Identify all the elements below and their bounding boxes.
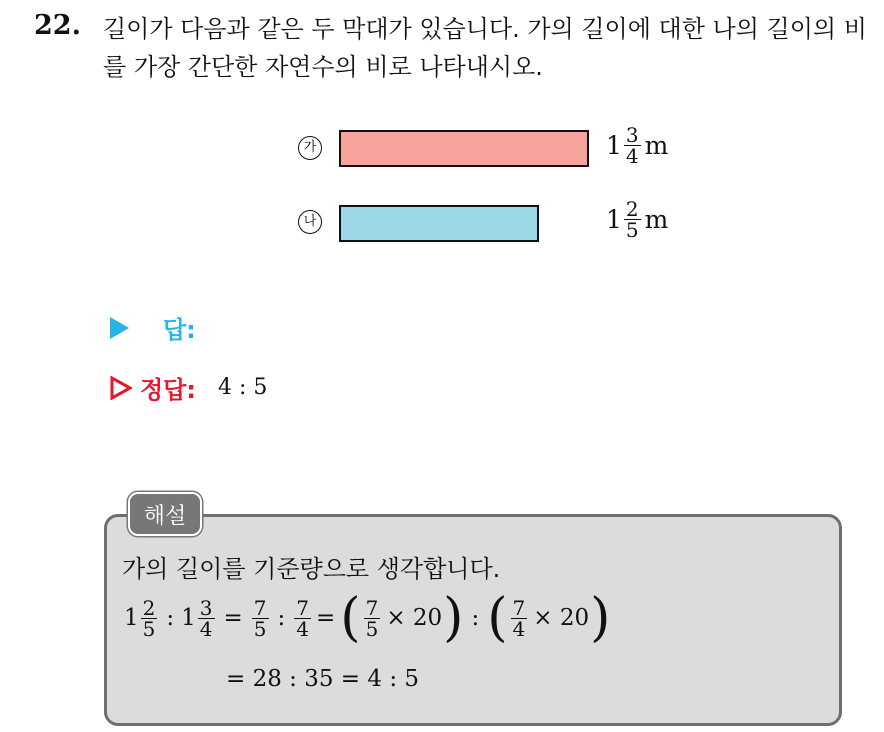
eq-d-fraction (294, 595, 311, 641)
eq-f-numerator: 7 (512, 595, 526, 620)
eq-equals-1: = (223, 605, 243, 631)
correct-answer-value: 4 : 5 (217, 375, 268, 400)
answer-label: 답: (163, 316, 196, 344)
solution-equation-2: = 28 : 35 = 4 : 5 (226, 666, 420, 692)
eq-a-denominator: 5 (142, 616, 156, 641)
length-na (606, 199, 668, 240)
eq-open-paren-2: ( (487, 588, 508, 648)
circled-label-ga: 가 (298, 136, 322, 160)
solution-text: 가의 길이를 기준량으로 생각합니다. (122, 555, 501, 583)
eq-equals-2: = (316, 605, 336, 631)
eq-e-fraction (364, 595, 381, 641)
length-ga-numerator: 3 (625, 123, 639, 147)
length-ga (606, 125, 668, 166)
eq-colon-3: : (471, 605, 480, 631)
eq-b-numerator: 3 (199, 595, 213, 620)
eq-c-numerator: 7 (253, 595, 267, 620)
eq-f-fraction (511, 595, 528, 641)
length-na-unit: m (644, 205, 669, 234)
length-na-denominator: 5 (625, 218, 639, 242)
eq-colon-2: : (277, 605, 286, 631)
eq-a-fraction (141, 595, 158, 641)
eq-f-multiplier: × 20 (533, 605, 590, 631)
eq-e-numerator: 7 (365, 595, 379, 620)
eq-a-numerator: 2 (142, 595, 156, 620)
bar-na (339, 205, 539, 242)
eq-b-fraction (198, 595, 215, 641)
bar-ga (339, 130, 589, 167)
eq-open-paren-1: ( (340, 588, 361, 648)
eq-close-paren-2: ) (590, 588, 611, 648)
correct-answer-label: 정답: (140, 376, 196, 404)
length-na-whole: 1 (606, 205, 622, 234)
eq-colon-1: : (166, 605, 175, 631)
eq-e-denominator: 5 (365, 616, 379, 641)
eq-c-fraction (252, 595, 269, 641)
eq-e-multiplier: × 20 (386, 605, 443, 631)
eq-c-denominator: 5 (253, 616, 267, 641)
circled-label-na: 나 (298, 210, 322, 234)
eq-f-denominator: 4 (512, 616, 526, 641)
eq-d-denominator: 4 (296, 616, 309, 641)
solution-tag: 해설 (128, 492, 202, 536)
correct-answer-arrow-icon (110, 376, 132, 400)
length-ga-denominator: 4 (625, 144, 639, 168)
eq-b-whole: 1 (181, 605, 196, 631)
solution-equation-1 (124, 588, 611, 648)
eq-close-paren-1: ) (443, 588, 464, 648)
length-na-numerator: 2 (625, 197, 639, 221)
question-number: 22. (34, 10, 81, 41)
answer-row (110, 310, 196, 345)
correct-answer-row (110, 370, 267, 405)
eq-b-denominator: 4 (199, 616, 213, 641)
question-text: 길이가 다음과 같은 두 막대가 있습니다. 가의 길이에 대한 나의 길이의 비를 가장 간단한 자연수의 비로 나타내시오. (103, 15, 867, 81)
length-ga-unit: m (644, 131, 669, 160)
length-ga-fraction (624, 125, 641, 166)
length-ga-whole: 1 (606, 131, 622, 160)
eq-d-numerator: 7 (296, 595, 309, 620)
answer-arrow-icon (110, 317, 129, 339)
eq-a-whole: 1 (124, 605, 139, 631)
length-na-fraction (624, 199, 641, 240)
